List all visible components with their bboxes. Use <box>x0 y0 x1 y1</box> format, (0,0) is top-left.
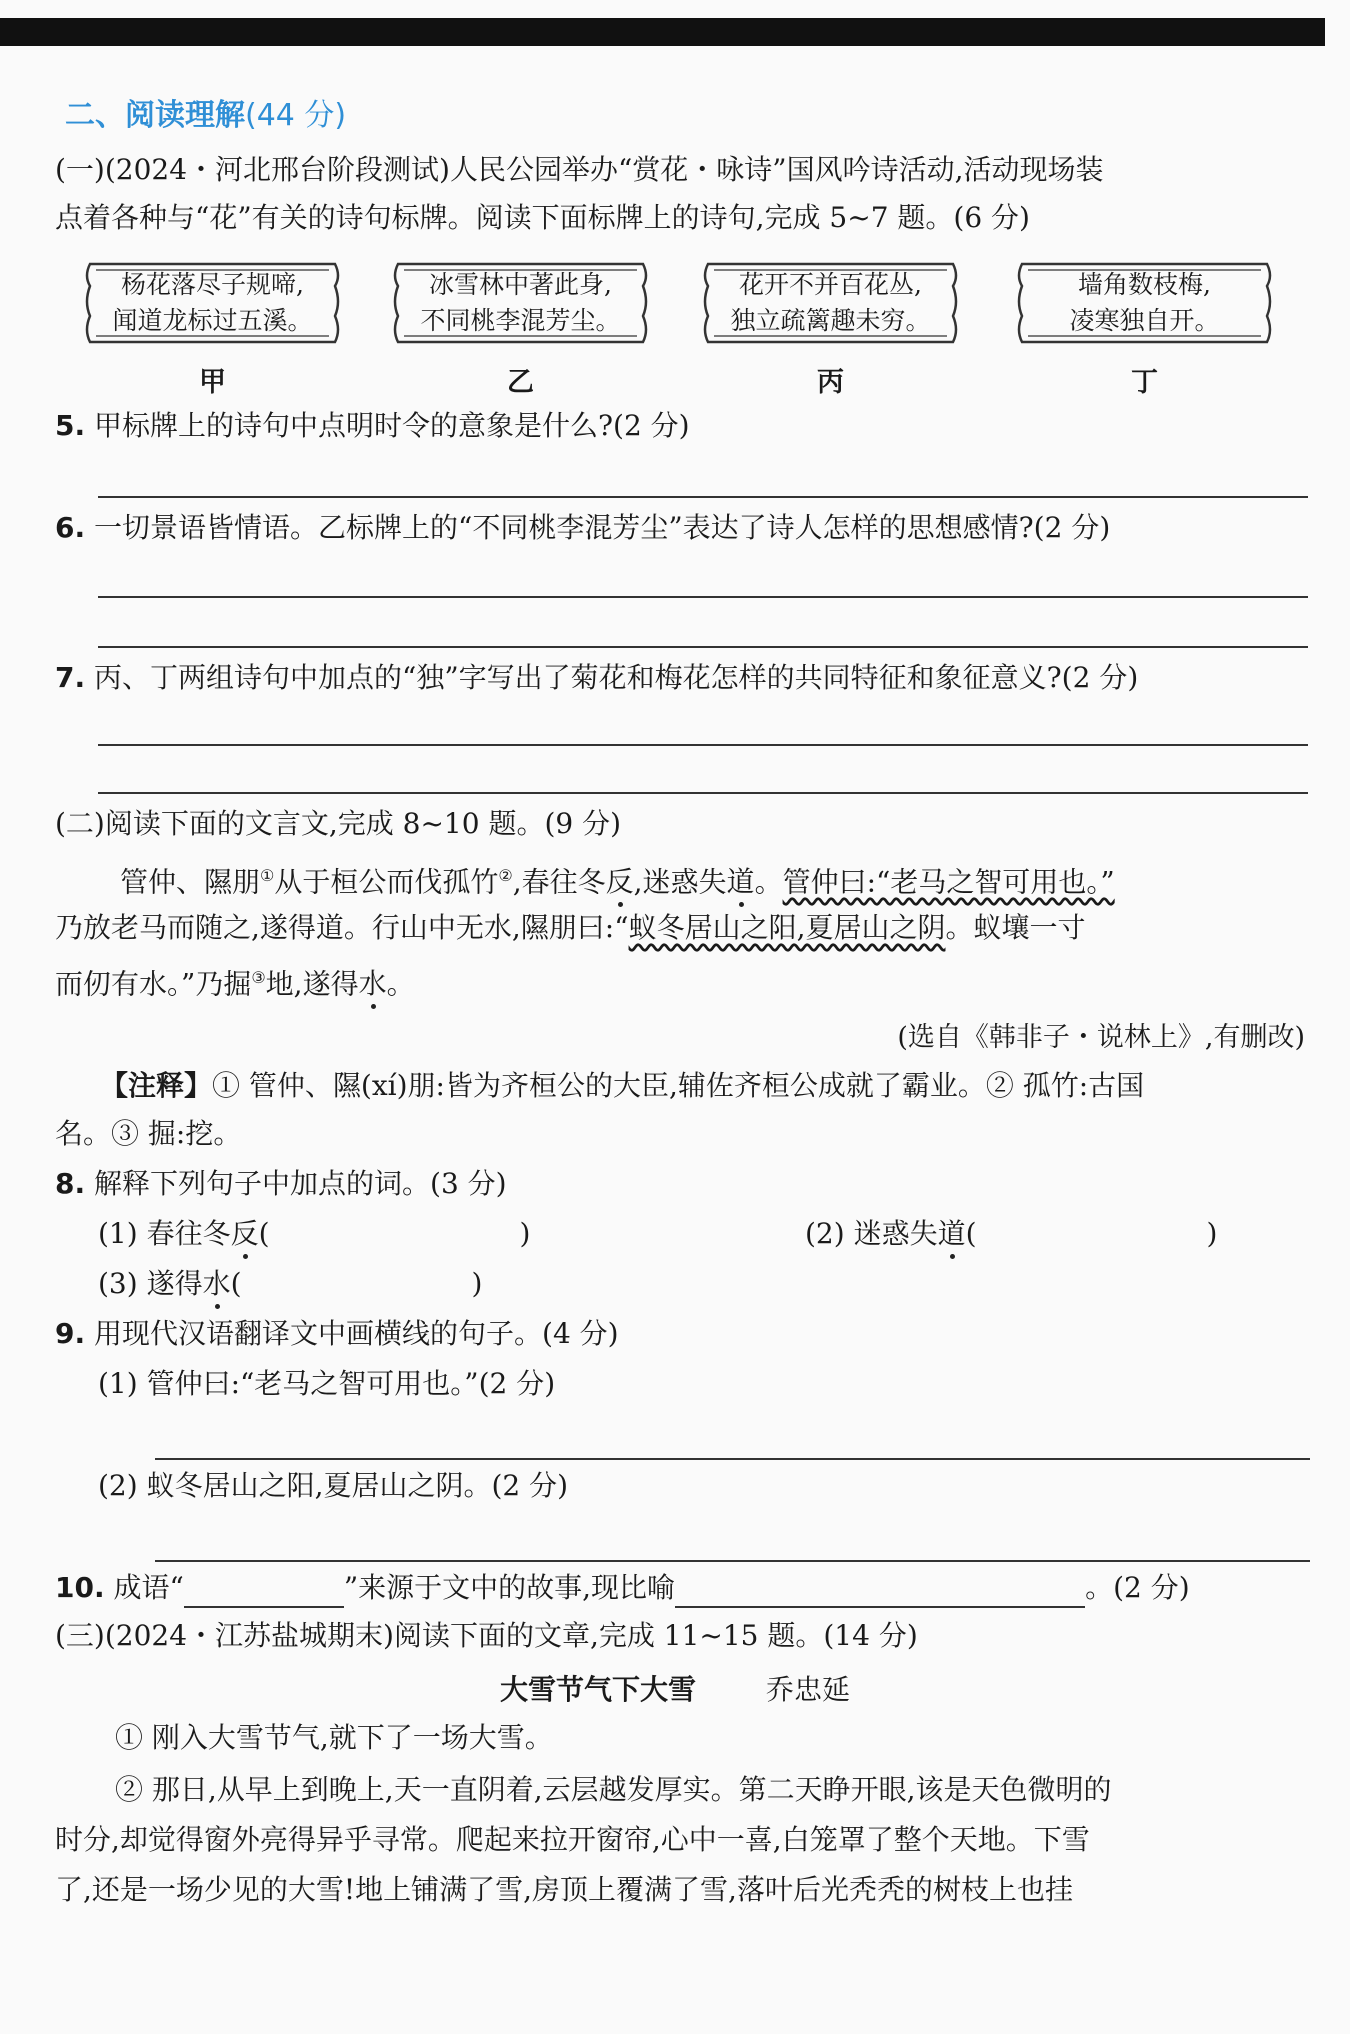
part3-intro: (三)(2024・江苏盐城期末)阅读下面的文章,完成 11~15 题。(14 分) <box>55 1619 918 1652</box>
answer-line-q7-2[interactable] <box>98 792 1308 794</box>
classical-text-line1: 管仲、隰朋①从于桓公而伐孤竹②,春往冬反,迷惑失道。管仲曰:“老马之智可用也。” <box>120 865 1115 899</box>
answer-line-q7-1[interactable] <box>98 744 1308 746</box>
section-title: 二、阅读理解(44 分) <box>65 98 347 133</box>
question-9: 9. 用现代汉语翻译文中画横线的句子。(4 分) <box>55 1317 619 1350</box>
poem-sign-jia <box>80 256 345 348</box>
q9-item-2: (2) 蚁冬居山之阳,夏居山之阴。(2 分) <box>98 1469 569 1502</box>
poem-sign-ding <box>1012 256 1277 348</box>
question-5: 5. 甲标牌上的诗句中点明时令的意象是什么?(2 分) <box>55 409 690 442</box>
q8-item-3[interactable]: (3) 遂得水( ) <box>98 1267 483 1300</box>
question-6: 6. 一切景语皆情语。乙标牌上的“不同桃李混芳尘”表达了诗人怎样的思想感情?(2 分) <box>55 511 1111 544</box>
underlined-sentence-1: 管仲曰:“老马之智可用也。” <box>782 865 1115 899</box>
idiom-blank[interactable] <box>184 1570 344 1608</box>
annotation-line2: 名。③ 掘:挖。 <box>55 1117 242 1150</box>
sign-yi-line2: 不同桃李混芳尘。 <box>420 306 621 335</box>
answer-line-q5[interactable] <box>98 496 1308 498</box>
answer-line-q9-2[interactable] <box>155 1560 1310 1562</box>
sign-bing-line2: 独立疏篱趣未穷。 <box>730 306 931 335</box>
top-edge-bar <box>0 18 1325 46</box>
q8-item-2[interactable]: (2) 迷惑失道( ) <box>805 1217 1218 1250</box>
sign-jia-line2: 闻道龙标过五溪。 <box>112 306 313 335</box>
poem-sign-yi <box>388 256 653 348</box>
q9-item-1: (1) 管仲曰:“老马之智可用也。”(2 分) <box>98 1367 556 1400</box>
article-author: 乔忠延 <box>766 1673 851 1706</box>
sign-label-jia: 甲 <box>199 367 226 398</box>
classical-text-line2: 乃放老马而随之,遂得道。行山中无水,隰朋曰:“蚁冬居山之阳,夏居山之阴。蚁壤一寸 <box>55 911 1086 944</box>
sign-label-bing: 丙 <box>817 367 844 398</box>
article-para-1: ① 刚入大雪节气,就下了一场大雪。 <box>115 1721 553 1754</box>
sign-ding-line2: 凌寒独自开。 <box>1069 306 1220 335</box>
sign-jia-line1: 杨花落尽子规啼, <box>121 270 304 299</box>
sign-bing-line1: 花开不并百花丛, <box>739 270 922 299</box>
article-para-2-line1: ② 那日,从早上到晚上,天一直阴着,云层越发厚实。第二天睁开眼,该是天色微明的 <box>115 1773 1112 1806</box>
sign-label-ding: 丁 <box>1131 367 1158 398</box>
question-8: 8. 解释下列句子中加点的词。(3 分) <box>55 1167 507 1200</box>
question-10: 10. 成语“ ”来源于文中的故事,现比喻 。(2 分) <box>55 1570 1190 1608</box>
part1-intro-line2: 点着各种与“花”有关的诗句标牌。阅读下面标牌上的诗句,完成 5~7 题。(6 分) <box>55 201 1030 234</box>
poem-sign-bing <box>698 256 963 348</box>
q8-item-1[interactable]: (1) 春往冬反( ) <box>98 1217 531 1250</box>
meaning-blank[interactable] <box>675 1570 1085 1608</box>
annotation-line1: 【注释】① 管仲、隰(xí)朋:皆为齐桓公的大臣,辅佐齐桓公成就了霸业。② 孤竹:古国 <box>100 1069 1145 1102</box>
sign-yi-line1: 冰雪林中著此身, <box>429 270 612 299</box>
question-7: 7. 丙、丁两组诗句中加点的“独”字写出了菊花和梅花怎样的共同特征和象征意义?(2 分) <box>55 661 1139 694</box>
article-para-2-line3: 了,还是一场少见的大雪!地上铺满了雪,房顶上覆满了雪,落叶后光秃秃的树枝上也挂 <box>55 1873 1073 1906</box>
article-title: 大雪节气下大雪 乔忠延 <box>499 1673 851 1706</box>
classical-text-line3: 而仞有水。”乃掘③地,遂得水。 <box>55 967 415 1001</box>
answer-line-q6-1[interactable] <box>98 596 1308 598</box>
answer-line-q6-2[interactable] <box>98 646 1308 648</box>
answer-line-q9-1[interactable] <box>155 1458 1310 1460</box>
underlined-sentence-2: 蚁冬居山之阳,夏居山之阴 <box>628 911 946 944</box>
part2-intro: (二)阅读下面的文言文,完成 8~10 题。(9 分) <box>55 807 622 840</box>
article-para-2-line2: 时分,却觉得窗外亮得异乎寻常。爬起来拉开窗帘,心中一喜,白笼罩了整个天地。下雪 <box>55 1823 1090 1856</box>
sign-label-yi: 乙 <box>507 367 534 398</box>
sign-ding-line1: 墙角数枝梅, <box>1078 270 1211 299</box>
part1-intro-line1: (一)(2024・河北邢台阶段测试)人民公园举办“赏花・咏诗”国风吟诗活动,活动现场装 <box>55 153 1104 186</box>
text-source: (选自《韩非子・说林上》,有删改) <box>897 1022 1305 1053</box>
